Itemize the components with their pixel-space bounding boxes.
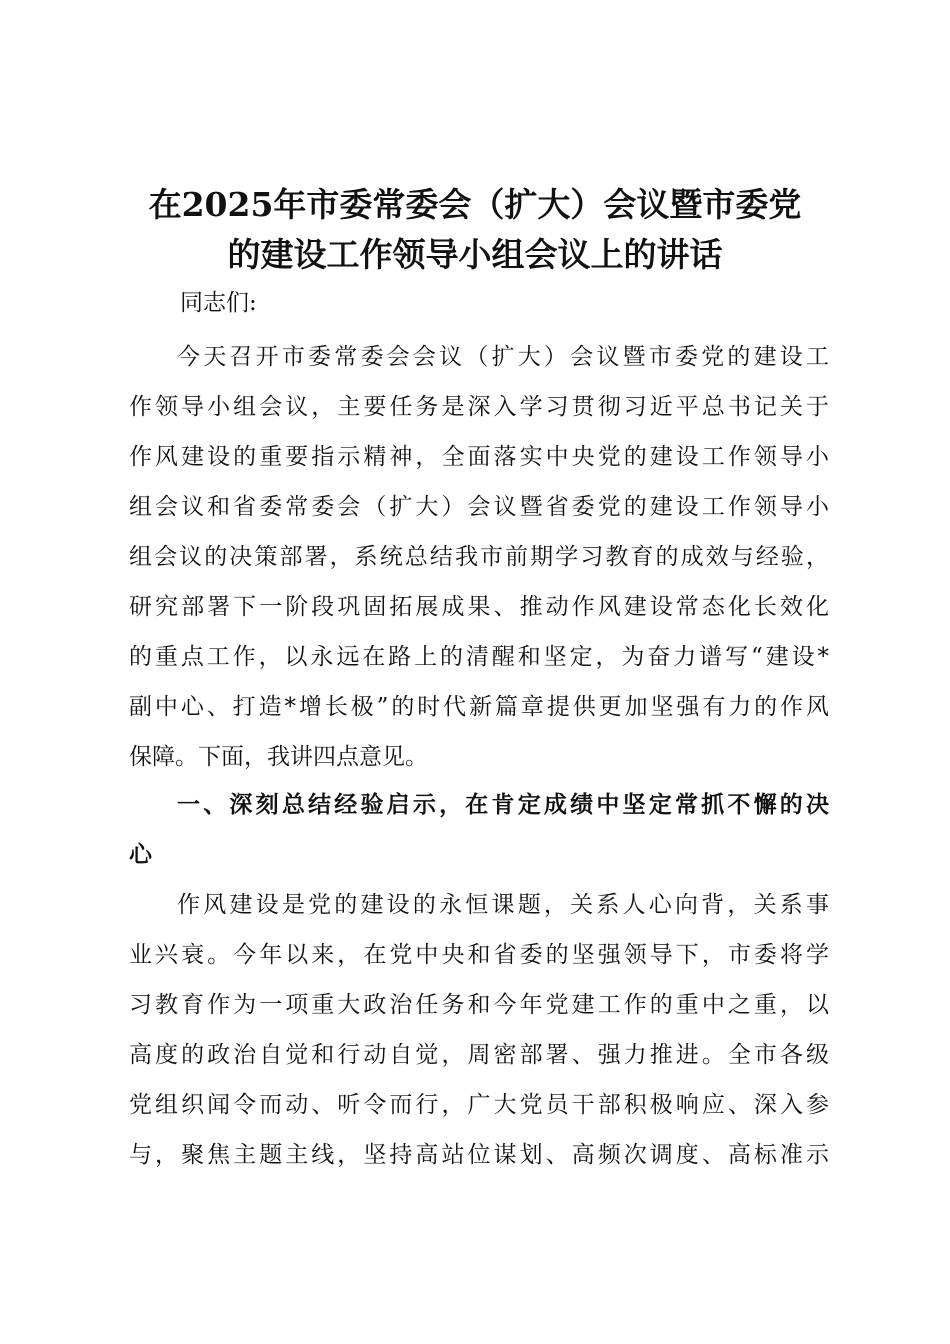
paragraph-line: 高度的政治自觉和行动自觉，周密部署、强力推进。全市各级 bbox=[129, 1042, 829, 1068]
paragraph-line: 组会议和省委常委会（扩大）会议暨省委党的建设工作领导小 bbox=[129, 494, 829, 520]
paragraph-line: 今天召开市委常委会会议（扩大）会议暨市委党的建设工 bbox=[177, 344, 829, 370]
paragraph-line: 作风建设是党的建设的永恒课题，关系人心向背，关系事 bbox=[177, 892, 829, 918]
heading-line: 心 bbox=[129, 842, 152, 868]
paragraph-2 bbox=[129, 880, 829, 1180]
paragraph-line: 党组织闻令而动、听令而行，广大党员干部积极响应、深入参 bbox=[129, 1092, 829, 1118]
paragraph-line: 作领导小组会议，主要任务是深入学习贯彻习近平总书记关于 bbox=[129, 394, 829, 420]
paragraph-line: 副中心、打造*增长极”的时代新篇章提供更加坚强有力的作风 bbox=[129, 694, 829, 720]
paragraph-line: 与，聚焦主题主线，坚持高站位谋划、高频次调度、高标准示 bbox=[129, 1142, 829, 1168]
paragraph-line: 习教育作为一项重大政治任务和今年党建工作的重中之重，以 bbox=[129, 992, 829, 1018]
paragraph-line: 的重点工作，以永远在路上的清醒和坚定，为奋力谱写“建设* bbox=[129, 644, 829, 670]
paragraph-line: 研究部署下一阶段巩固拓展成果、推动作风建设常态化长效化 bbox=[129, 594, 829, 620]
paragraph-line: 组会议的决策部署，系统总结我市前期学习教育的成效与经验， bbox=[129, 544, 829, 570]
section-heading-1 bbox=[129, 780, 829, 880]
paragraph-line: 作风建设的重要指示精神，全面落实中央党的建设工作领导小 bbox=[129, 444, 829, 470]
title-line: 的建设工作领导小组会议上的讲话 bbox=[227, 235, 723, 274]
document-title bbox=[90, 180, 860, 280]
heading-line: 一、深刻总结经验启示，在肯定成绩中坚定常抓不懈的决 bbox=[177, 792, 829, 818]
title-line: 在2025年市委常委会（扩大）会议暨市委党 bbox=[148, 185, 802, 224]
paragraph-line: 保障。下面，我讲四点意见。 bbox=[129, 744, 428, 770]
paragraph-line: 业兴衰。今年以来，在党中央和省委的坚强领导下，市委将学 bbox=[129, 942, 829, 968]
paragraph-1 bbox=[129, 332, 829, 782]
salutation: 同志们: bbox=[180, 290, 257, 316]
